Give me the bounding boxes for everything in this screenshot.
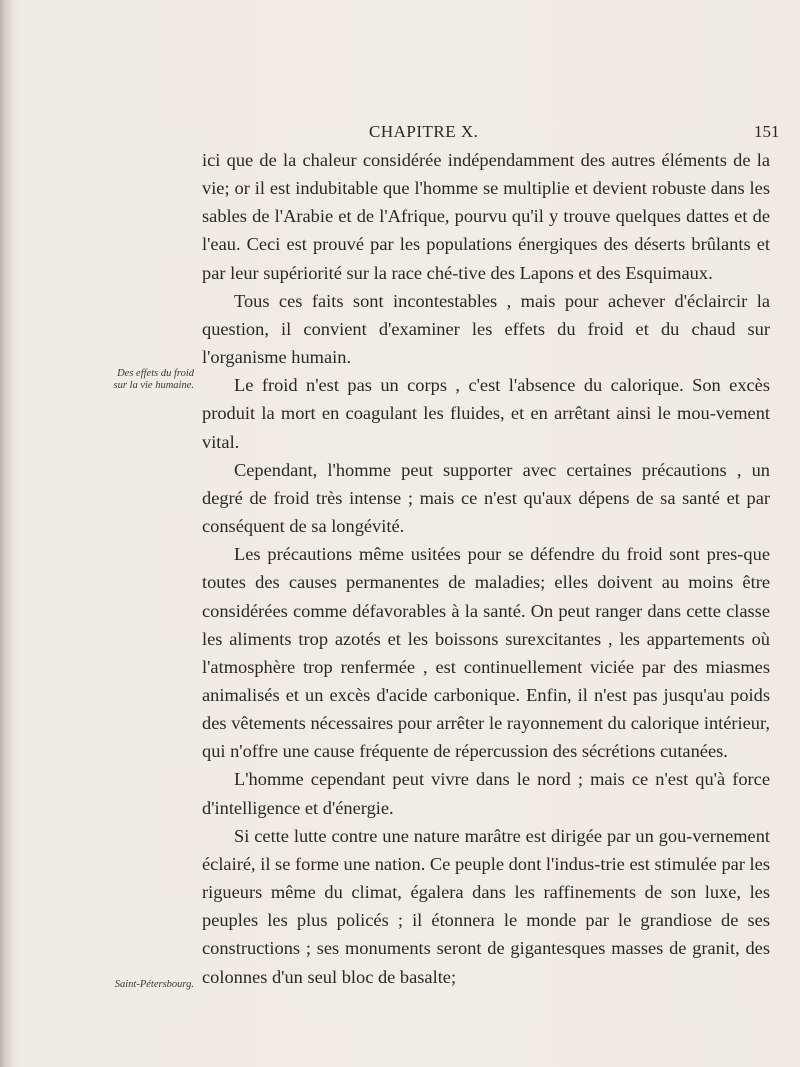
paragraph: Tous ces faits sont incontestables , mais pour achever d'éclaircir la question, il convient d'examiner les effets du froid et du chaud sur l'organisme humain. <box>202 290 770 368</box>
paragraph: ici que de la chaleur considérée indépendamment des autres éléments de la vie; or il est indubitable que l'homme se multiplie et devient robuste dans les sables de l'Arabie et de l'Afrique, pourvu qu'il y trouve quelques dattes et de l'eau. Ceci est prouvé par les populations énergiques des déserts brûlants et par leur supériorité sur la race ché-tive des Lapons et des Esquimaux. <box>202 150 770 283</box>
margin-note-line: Des effets du froid <box>117 368 194 379</box>
paragraph: Le froid n'est pas un corps , c'est l'absence du calorique. Son excès produit la mort en coagulant les fluides, et en arrêtant ainsi le mou-vement vital. <box>202 375 770 452</box>
paragraph: Cependant, l'homme peut supporter avec certaines précautions , un degré de froid très intense ; mais ce n'est qu'aux dépens de sa santé et par conséquent de sa longévité. <box>202 459 770 537</box>
paragraph: Si cette lutte contre une nature marâtre est dirigée par un gou-vernement éclairé, il se forme une nation. Ce peuple dont l'indus-trie est stimulée par les rigueurs même du climat, égalera dans les raffinements de son luxe, les peuples les plus policés ; il étonnera le monde par le grandiose de ses constructions ; ses monuments seront de gigantesques masses de granit, des colonnes d'un seul bloc de basalte; <box>202 825 770 987</box>
page-gutter-shadow <box>0 0 14 1067</box>
margin-note-line: sur la vie humaine. <box>113 380 194 391</box>
paragraph: Les précautions même usitées pour se défendre du froid sont pres-que toutes des causes permanentes de maladies; elles doivent au moins être considérées comme défavorables à la santé. On peut ranger dans cette classe les aliments trop azotés et les boissons surexcitantes , les appartements où l'atmosphère trop renfermée , est continuellement viciée par des miasmes animalisés et un excès d'acide carbonique. Enfin, il n'est pas jusqu'au poids des vêtements nécessaires pour arrêter le rayonnement du calorique intérieur, qui n'offre une cause fréquente de répercussion des sécrétions cutanées. <box>202 544 770 762</box>
chapter-title: CHAPITRE X. <box>369 122 479 141</box>
page-number: 151 <box>754 122 780 141</box>
running-head <box>0 122 800 148</box>
body-text <box>202 146 770 991</box>
paragraph: L'homme cependant peut vivre dans le nord ; mais ce n'est qu'à force d'intelligence et d'énergie. <box>202 769 770 818</box>
margin-note-effects-of-cold <box>14 368 194 392</box>
margin-note-saint-petersburg: Saint-Pétersbourg. <box>114 979 194 990</box>
